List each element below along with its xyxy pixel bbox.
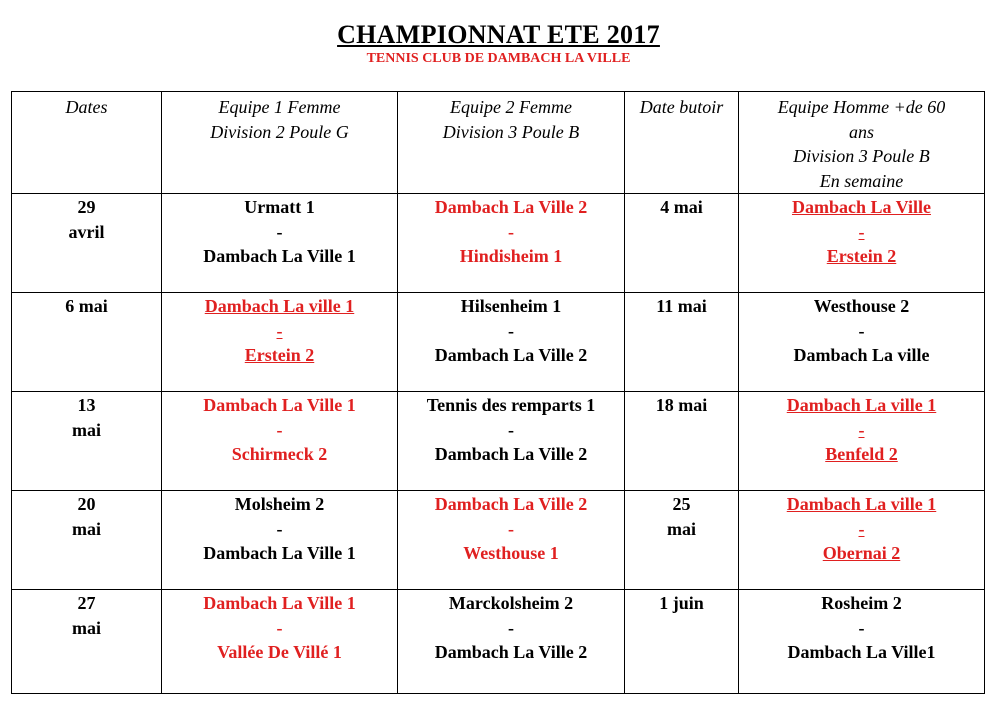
table-row — [12, 194, 985, 293]
match-equipe-homme — [739, 392, 985, 491]
header-dates: Dates — [12, 92, 162, 194]
team-sep: - — [276, 320, 283, 341]
table-row — [12, 590, 985, 694]
team-away: Dambach La Ville 2 — [434, 345, 588, 365]
match-date: 20 mai — [12, 491, 162, 590]
team-home: Westhouse 2 — [813, 296, 910, 316]
team-home: Marckolsheim 2 — [448, 593, 574, 613]
table-row — [12, 392, 985, 491]
team-sep: - — [276, 518, 283, 539]
team-away: Vallée De Villé 1 — [217, 642, 342, 662]
team-sep: - — [276, 617, 283, 638]
team-away: Dambach La Ville 2 — [434, 444, 588, 464]
team-away: Dambach La Ville 1 — [203, 543, 356, 563]
team-away: Erstein 2 — [826, 246, 897, 266]
team-sep: - — [858, 419, 865, 440]
deadline-date: 18 mai — [625, 392, 739, 491]
team-away: Hindisheim 1 — [459, 246, 563, 266]
match-date: 27 mai — [12, 590, 162, 694]
team-home: Tennis des remparts 1 — [426, 395, 596, 415]
header-equipe-1-femme: Equipe 1 Femme Division 2 Poule G — [162, 92, 398, 194]
team-sep: - — [508, 518, 514, 539]
team-away: Erstein 2 — [244, 345, 315, 365]
team-home: Dambach La ville 1 — [786, 494, 937, 514]
team-home: Dambach La Ville — [791, 197, 931, 217]
team-home: Dambach La Ville 2 — [434, 197, 588, 217]
match-equipe-1 — [162, 293, 398, 392]
header-date-butoir: Date butoir — [625, 92, 739, 194]
table-header-row — [12, 92, 985, 194]
team-sep: - — [276, 419, 283, 440]
page-title: CHAMPIONNAT ETE 2017 — [337, 20, 660, 49]
team-away: Dambach La Ville1 — [787, 642, 936, 662]
team-sep: - — [276, 221, 283, 242]
schedule-table — [11, 91, 985, 694]
match-equipe-1 — [162, 194, 398, 293]
deadline-date: 25 mai — [625, 491, 739, 590]
deadline-date: 4 mai — [625, 194, 739, 293]
table-row — [12, 293, 985, 392]
team-sep: - — [508, 617, 514, 638]
team-away: Obernai 2 — [822, 543, 901, 563]
team-sep: - — [858, 518, 865, 539]
team-home: Dambach La ville 1 — [204, 296, 355, 316]
team-away: Dambach La Ville 2 — [434, 642, 588, 662]
header-equipe-homme: Equipe Homme +de 60 ans Division 3 Poule B En semaine — [739, 92, 985, 194]
page-subtitle: TENNIS CLUB DE DAMBACH LA VILLE — [366, 51, 631, 66]
match-date: 13 mai — [12, 392, 162, 491]
match-equipe-2 — [398, 293, 625, 392]
team-home: Hilsenheim 1 — [460, 296, 562, 316]
team-home: Molsheim 2 — [234, 494, 325, 514]
team-away: Benfeld 2 — [825, 444, 898, 464]
team-home: Dambach La Ville 2 — [434, 494, 588, 514]
match-equipe-homme — [739, 590, 985, 694]
match-equipe-1 — [162, 392, 398, 491]
deadline-date: 11 mai — [625, 293, 739, 392]
table-row — [12, 491, 985, 590]
match-equipe-homme — [739, 293, 985, 392]
team-home: Dambach La ville 1 — [786, 395, 937, 415]
team-home: Urmatt 1 — [244, 197, 315, 217]
match-equipe-homme — [739, 194, 985, 293]
document-header — [0, 20, 997, 67]
match-date: 6 mai — [12, 293, 162, 392]
team-sep: - — [858, 320, 865, 341]
team-sep: - — [508, 221, 514, 242]
deadline-date: 1 juin — [625, 590, 739, 694]
match-equipe-2 — [398, 194, 625, 293]
match-equipe-2 — [398, 392, 625, 491]
team-away: Westhouse 1 — [463, 543, 559, 563]
match-equipe-2 — [398, 491, 625, 590]
match-equipe-1 — [162, 491, 398, 590]
team-home: Dambach La Ville 1 — [203, 593, 356, 613]
team-sep: - — [858, 617, 865, 638]
match-equipe-1 — [162, 590, 398, 694]
team-sep: - — [508, 419, 514, 440]
match-equipe-homme — [739, 491, 985, 590]
header-equipe-2-femme: Equipe 2 Femme Division 3 Poule B — [398, 92, 625, 194]
team-home: Rosheim 2 — [821, 593, 902, 613]
match-date: 29 avril — [12, 194, 162, 293]
team-sep: - — [508, 320, 514, 341]
team-away: Dambach La ville — [793, 345, 930, 365]
team-sep: - — [858, 221, 865, 242]
team-away: Dambach La Ville 1 — [203, 246, 356, 266]
match-equipe-2 — [398, 590, 625, 694]
team-home: Dambach La Ville 1 — [203, 395, 356, 415]
team-away: Schirmeck 2 — [231, 444, 328, 464]
